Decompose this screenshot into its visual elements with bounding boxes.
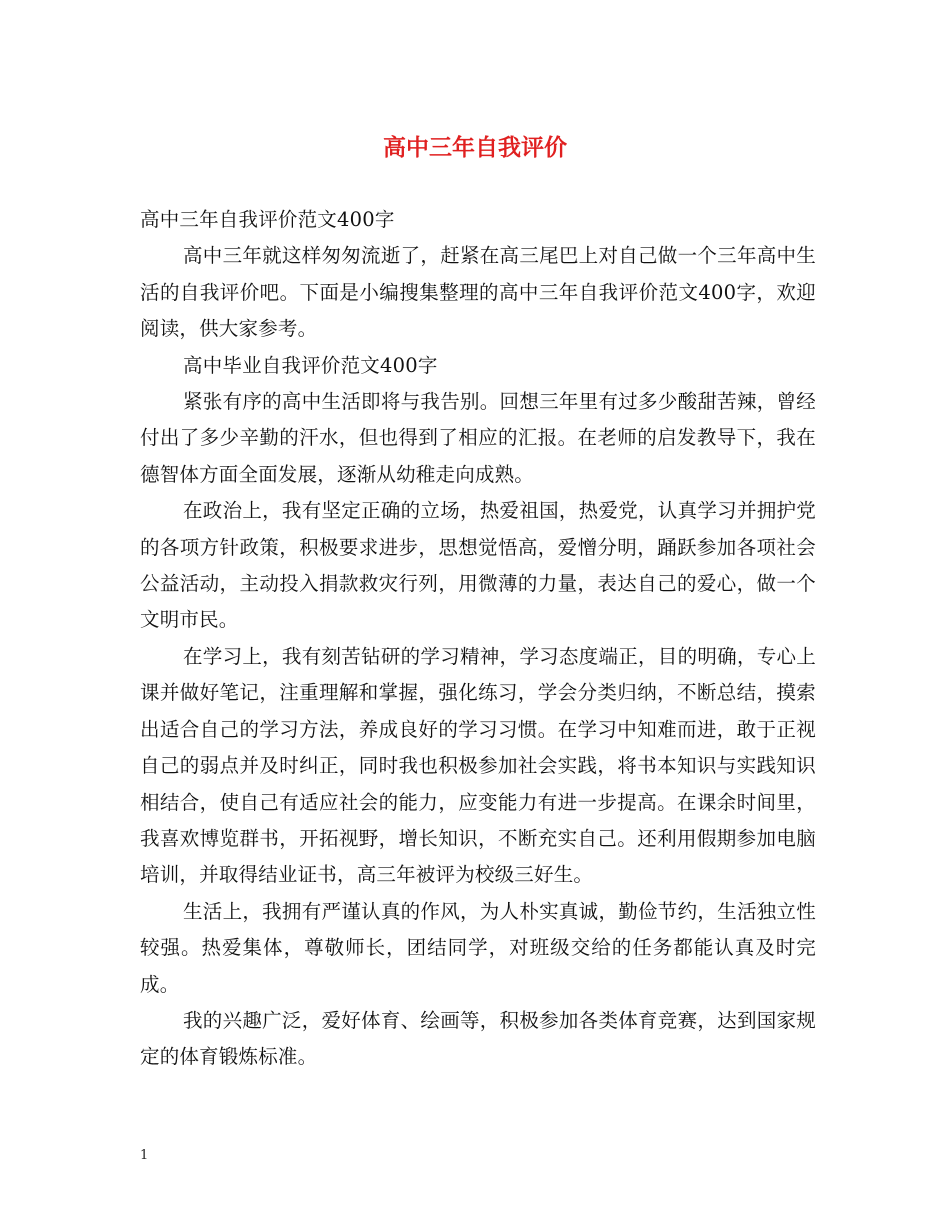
paragraph-study: 在学习上，我有刻苦钻研的学习精神，学习态度端正，目的明确，专心上课并做好笔记，注重理解和掌握，强化练习，学会分类归纳，不断总结，摸索出适合自己的学习方法，养成良好的学习习惯。在学习中知难而进，敢于正视自己的弱点并及时纠正，同时我也积极参加社会实践，将书本知识与实践知识相结合，使自己有适应社会的能力，应变能力有进一步提高。在课余时间里，我喜欢博览群书，开拓视野，增长知识，不断充实自己。还利用假期参加电脑培训，并取得结业证书，高三年被评为校级三好生。	[140, 644, 816, 887]
page-number: 1	[140, 1148, 149, 1163]
paragraph-politics: 在政治上，我有坚定正确的立场，热爱祖国，热爱党，认真学习并拥护党的各项方针政策，积极要求进步，思想觉悟高，爱憎分明，踊跃参加各项社会公益活动，主动投入捐款救灾行列，用微薄的力量，表达自己的爱心，做一个文明市民。	[140, 499, 816, 632]
document-body	[140, 202, 816, 1076]
paragraph-overview: 紧张有序的高中生活即将与我告别。回想三年里有过多少酸甜苦辣，曾经付出了多少辛勤的汗水，但也得到了相应的汇报。在老师的启发教导下，我在德智体方面全面发展，逐渐从幼稚走向成熟。	[140, 390, 816, 486]
document-title: 高中三年自我评价	[383, 134, 567, 161]
paragraph-subtitle: 高中三年自我评价范文400字	[140, 208, 395, 231]
paragraph-interests: 我的兴趣广泛，爱好体育、绘画等，积极参加各类体育竞赛，达到国家规定的体育锻炼标准。	[140, 1008, 816, 1069]
paragraph-life: 生活上，我拥有严谨认真的作风，为人朴实真诚，勤俭节约，生活独立性较强。热爱集体，尊敬师长，团结同学，对班级交给的任务都能认真及时完成。	[140, 899, 816, 996]
paragraph-intro: 高中三年就这样匆匆流逝了，赶紧在高三尾巴上对自己做一个三年高中生活的自我评价吧。下面是小编搜集整理的高中三年自我评价范文400字，欢迎阅读，供大家参考。	[140, 244, 816, 341]
paragraph-section-heading: 高中毕业自我评价范文400字	[183, 353, 438, 377]
